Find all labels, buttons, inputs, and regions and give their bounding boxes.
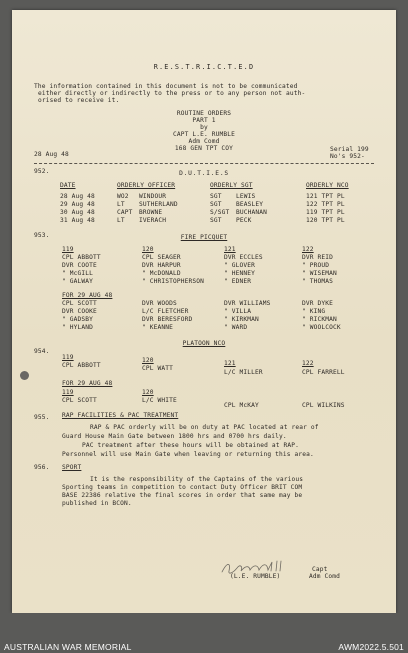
archive-footer (0, 613, 408, 653)
section-956-heading: SPORT (62, 464, 82, 471)
header-rule (34, 163, 374, 164)
duty-date: 29 Aug 48 (60, 201, 95, 208)
signoff-rank: Capt (312, 566, 328, 573)
orders-title: ROUTINE ORDERS (176, 110, 232, 117)
picquet-member: " VILLA (224, 308, 252, 315)
picquet-member: " THOMAS (302, 278, 334, 285)
duty-date: 28 Aug 48 (60, 193, 95, 200)
picquet-member: " CHRISTOPHERSON (142, 278, 205, 285)
picquet-member: DVR WOODS (142, 300, 177, 307)
picquet-member: " HENNEY (224, 270, 256, 277)
picquet-member: " WISEMAN (302, 270, 337, 277)
platoon-nco: CPL WILKINS (302, 402, 345, 409)
picquet-member: " WARD (224, 324, 248, 331)
punch-hole (20, 371, 29, 380)
sgt-name: PECK (236, 217, 252, 224)
picquet-member: CPL SEAGER (142, 254, 181, 261)
picquet-member: DVR REID (302, 254, 334, 261)
picquet-member: " GALWAY (62, 278, 94, 285)
orders-date: 28 Aug 48 (34, 151, 69, 158)
archive-accession-number: AWM2022.5.501 (338, 642, 404, 652)
nco-platoon: 120 TPT PL (306, 217, 345, 224)
rap-text-line-3: PAC treatment after these hours will be obtained at RAP. (82, 442, 300, 449)
picquet-member: DVR DYKE (302, 300, 334, 307)
section-955-number: 955. (34, 414, 50, 421)
sgt-rank: SGT (210, 217, 222, 224)
sport-text-line-3: BASE 22386 relative the final scores in order that same may be (62, 492, 303, 499)
picquet-member: CPL SCOTT (62, 300, 97, 307)
officer-rank: LT (117, 201, 125, 208)
order-numbers: No's 952- (330, 153, 365, 160)
picquet-member: " GADSBY (62, 316, 94, 323)
nco-platoon: 122 TPT PL (306, 201, 345, 208)
signoff-role: Adm Comd (309, 573, 341, 580)
sgt-rank: S/SGT (210, 209, 230, 216)
sgt-name: BEASLEY (236, 201, 264, 208)
picquet-member: " PROUD (302, 262, 330, 269)
picquet-member: DVR BERESFORD (142, 316, 193, 323)
platoon-121-header: 121 (224, 246, 236, 253)
officer-name: WINDOUR (139, 193, 167, 200)
picquet-member: DVR WILLIAMS (224, 300, 271, 307)
section-953-number: 953. (34, 232, 50, 239)
nco-platoon: 121 TPT PL (306, 193, 345, 200)
picquet-member: DVR COOKE (62, 308, 97, 315)
restriction-notice-line-3: orised to receive it. (38, 97, 120, 104)
platoon-119-header: 119 (62, 354, 74, 361)
duties-col-officer: ORDERLY OFFICER (117, 182, 176, 189)
rap-text-line-1: RAP & PAC orderly will be on duty at PAC located at rear of (90, 424, 319, 431)
platoon-122-header: 122 (302, 246, 314, 253)
platoon-121-header: 121 (224, 360, 236, 367)
signoff-name: (L.E. RUMBLE) (230, 573, 281, 580)
officer-rank: LT (117, 217, 125, 224)
rap-text-line-4: Personnel will use Main Gate when leaving or returning this area. (62, 451, 314, 458)
duties-col-sgt: ORDERLY SGT (210, 182, 253, 189)
picquet-member: " KING (302, 308, 326, 315)
picquet-member: L/C FLETCHER (142, 308, 189, 315)
restriction-notice-line-2: either directly or indirectly to the press or to any person not auth- (38, 90, 306, 97)
serial-number: Serial 199 (330, 146, 369, 153)
picquet-member: DVR ECCLES (224, 254, 263, 261)
picquet-member: " KEANNE (142, 324, 174, 331)
sgt-rank: SGT (210, 201, 222, 208)
platoon-nco: L/C MILLER (224, 369, 263, 376)
duties-col-date: DATE (60, 182, 76, 189)
platoon-nco: CPL ABBOTT (62, 362, 101, 369)
section-952-number: 952. (34, 168, 50, 175)
classification-heading: R.E.S.T.R.I.C.T.E.D (153, 63, 255, 71)
duty-date: 31 Aug 48 (60, 217, 95, 224)
archive-name: AUSTRALIAN WAR MEMORIAL (4, 642, 132, 652)
sport-text-line-1: It is the responsibility of the Captains of the various (90, 476, 304, 483)
picquet-member: DVR COOTE (62, 262, 97, 269)
platoon-nco: CPL FARRELL (302, 369, 345, 376)
picquet-member: " McDONALD (142, 270, 181, 277)
picquet-member: " GLOVER (224, 262, 256, 269)
orders-unit: 168 GEN TPT COY (174, 145, 234, 152)
platoon-119-header: 119 (62, 246, 74, 253)
rap-text-line-2: Guard House Main Gate between 1800 hrs and 0700 hrs daily. (62, 433, 287, 440)
section-956-number: 956. (34, 464, 50, 471)
officer-rank: CAPT (117, 209, 133, 216)
sport-text-line-2: Sporting teams in competition to contact Duty Officer BRIT COM (62, 484, 303, 491)
picquet-member: " EDNER (224, 278, 252, 285)
orders-issuer-role: Adm Comd (188, 138, 220, 145)
picquet-member: CPL ABBOTT (62, 254, 101, 261)
platoon-nco: CPL McKAY (224, 402, 259, 409)
sport-text-line-4: published in BCON. (62, 500, 132, 507)
officer-name: SUTHERLAND (139, 201, 178, 208)
orders-issuer: CAPT L.E. RUMBLE (172, 131, 235, 138)
picquet-member: " McGILL (62, 270, 94, 277)
orders-by: by (200, 124, 208, 131)
platoon-120-header: 120 (142, 246, 154, 253)
section-953-heading: FIRE PICQUET (180, 234, 228, 241)
platoon-120-header: 120 (142, 389, 154, 396)
picquet-for-date: FOR 29 AUG 48 (62, 292, 113, 299)
section-952-heading: D.U.T.I.E.S (179, 170, 229, 177)
officer-rank: WO2 (117, 193, 129, 200)
picquet-member: " WOOLCOCK (302, 324, 341, 331)
platoon-nco: L/C WHITE (142, 397, 177, 404)
picquet-member: " RICKMAN (302, 316, 337, 323)
platoon-nco: CPL WATT (142, 365, 174, 372)
sgt-rank: SGT (210, 193, 222, 200)
section-954-number: 954. (34, 348, 50, 355)
officer-name: IVERACH (139, 217, 167, 224)
section-954-heading: PLATOON NCO (182, 340, 226, 347)
platoon-120-header: 120 (142, 357, 154, 364)
duties-col-nco: ORDERLY NCO (306, 182, 349, 189)
platoon-nco-for-date: FOR 29 AUG 48 (62, 380, 113, 387)
document-page (12, 10, 396, 613)
orders-part: PART 1 (192, 117, 216, 124)
platoon-nco: CPL SCOTT (62, 397, 97, 404)
picquet-member: " HYLAND (62, 324, 94, 331)
platoon-119-header: 119 (62, 389, 74, 396)
restriction-notice-line-1: The information contained in this document is not to be communicated (34, 83, 298, 90)
nco-platoon: 119 TPT PL (306, 209, 345, 216)
officer-name: BROWNE (139, 209, 163, 216)
sgt-name: LEWIS (236, 193, 256, 200)
platoon-122-header: 122 (302, 360, 314, 367)
section-955-heading: RAP FACILITIES & PAC TREATMENT (62, 412, 179, 419)
sgt-name: BUCHANAN (236, 209, 268, 216)
duty-date: 30 Aug 48 (60, 209, 95, 216)
picquet-member: DVR HARPUR (142, 262, 181, 269)
picquet-member: " KIRKMAN (224, 316, 259, 323)
